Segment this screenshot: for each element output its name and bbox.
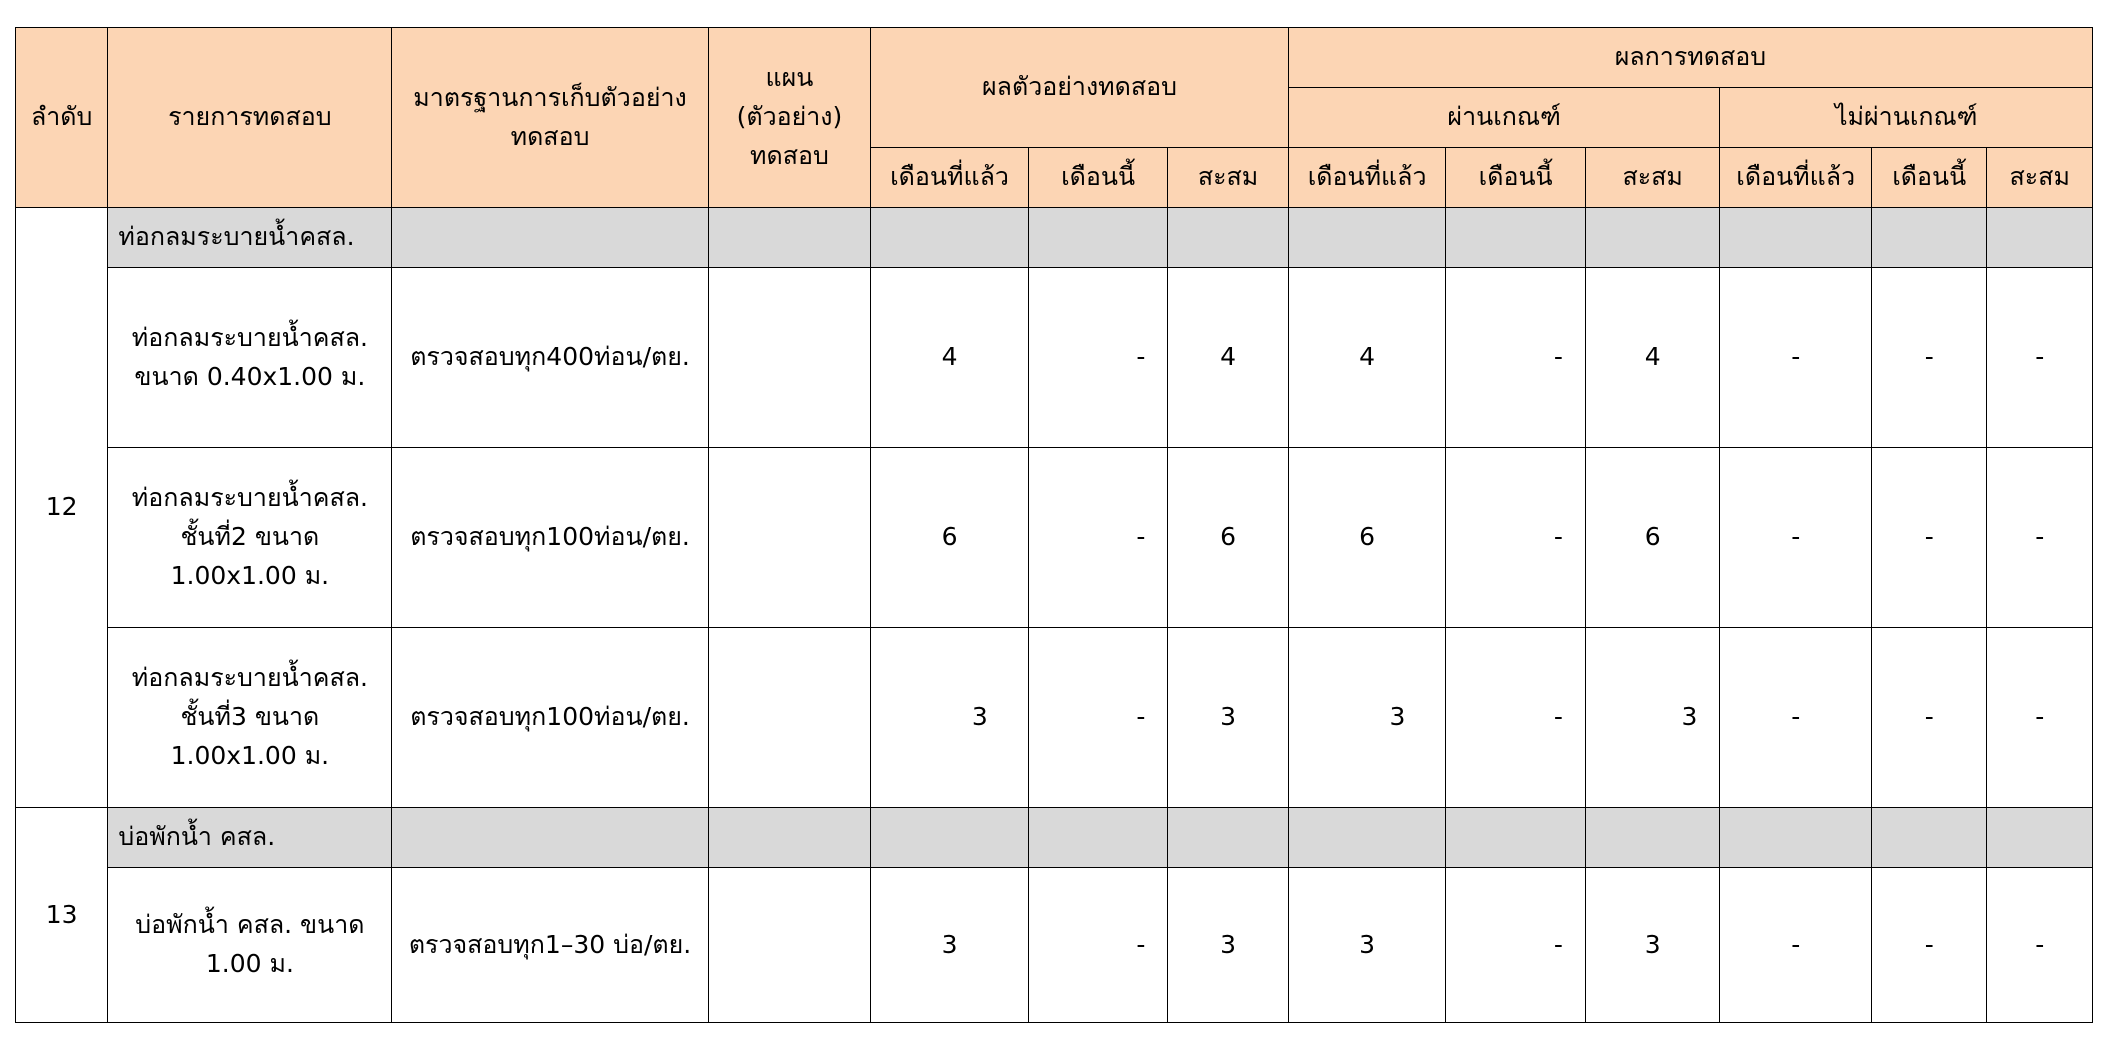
header-pass-cumulative: สะสม	[1585, 148, 1720, 208]
sample-this-month: -	[1028, 448, 1168, 628]
header-fail-this-month: เดือนนี้	[1872, 148, 1987, 208]
sample-cumulative: 3	[1168, 868, 1288, 1023]
sequence-number: 13	[16, 808, 108, 1023]
test-results-table	[15, 27, 2093, 1023]
header-sample-cumulative: สะสม	[1168, 148, 1288, 208]
sample-last-month: 4	[871, 268, 1029, 448]
header-pass-this-month: เดือนนี้	[1446, 148, 1586, 208]
header-fail: ไม่ผ่านเกณฑ์	[1720, 88, 2093, 148]
header-seq: ลำดับ	[16, 28, 108, 208]
pass-last-month: 4	[1288, 268, 1446, 448]
sample-cumulative: 3	[1168, 628, 1288, 808]
sample-last-month: 3	[871, 868, 1029, 1023]
pass-last-month: 6	[1288, 448, 1446, 628]
fail-last-month: -	[1720, 868, 1872, 1023]
header-sample-last-month: เดือนที่แล้ว	[871, 148, 1029, 208]
fail-cumulative: -	[1987, 448, 2093, 628]
pass-cumulative: 3	[1585, 868, 1720, 1023]
fail-this-month: -	[1872, 628, 1987, 808]
test-item: ท่อกลมระบายน้ำคสล. ชั้นที่2 ขนาด 1.00x1.00 ม.	[108, 448, 392, 628]
sample-this-month: -	[1028, 868, 1168, 1023]
table-header	[16, 28, 2093, 208]
test-item: ท่อกลมระบายน้ำคสล. ชั้นที่3 ขนาด 1.00x1.00 ม.	[108, 628, 392, 808]
table-row	[16, 628, 2093, 808]
category-name: บ่อพักน้ำ คสล.	[108, 808, 392, 868]
sampling-standard: ตรวจสอบทุก1–30 บ่อ/ตย.	[392, 868, 708, 1023]
pass-last-month: 3	[1288, 628, 1446, 808]
pass-cumulative: 4	[1585, 268, 1720, 448]
table-row	[16, 868, 2093, 1023]
test-item: บ่อพักน้ำ คสล. ขนาด 1.00 ม.	[108, 868, 392, 1023]
fail-cumulative: -	[1987, 268, 2093, 448]
pass-cumulative: 3	[1585, 628, 1720, 808]
pass-this-month: -	[1446, 448, 1586, 628]
test-item: ท่อกลมระบายน้ำคสล. ขนาด 0.40x1.00 ม.	[108, 268, 392, 448]
sampling-standard: ตรวจสอบทุก100ท่อน/ตย.	[392, 448, 708, 628]
header-standard: มาตรฐานการเก็บตัวอย่างทดสอบ	[392, 28, 708, 208]
sequence-number: 12	[16, 208, 108, 808]
plan-value	[708, 628, 871, 808]
pass-cumulative: 6	[1585, 448, 1720, 628]
sample-this-month: -	[1028, 268, 1168, 448]
header-pass: ผ่านเกณฑ์	[1288, 88, 1720, 148]
table-row	[16, 268, 2093, 448]
fail-last-month: -	[1720, 448, 1872, 628]
header-plan: แผน (ตัวอย่าง) ทดสอบ	[708, 28, 871, 208]
sample-this-month: -	[1028, 628, 1168, 808]
sampling-standard: ตรวจสอบทุก100ท่อน/ตย.	[392, 628, 708, 808]
sample-last-month: 6	[871, 448, 1029, 628]
fail-this-month: -	[1872, 268, 1987, 448]
plan-value	[708, 868, 871, 1023]
header-item: รายการทดสอบ	[108, 28, 392, 208]
pass-this-month: -	[1446, 268, 1586, 448]
header-fail-cumulative: สะสม	[1987, 148, 2093, 208]
header-test-results: ผลการทดสอบ	[1288, 28, 2092, 88]
plan-value	[708, 268, 871, 448]
sample-last-month: 3	[871, 628, 1029, 808]
fail-cumulative: -	[1987, 628, 2093, 808]
fail-last-month: -	[1720, 268, 1872, 448]
plan-value	[708, 448, 871, 628]
sample-cumulative: 4	[1168, 268, 1288, 448]
fail-last-month: -	[1720, 628, 1872, 808]
pass-this-month: -	[1446, 628, 1586, 808]
fail-this-month: -	[1872, 448, 1987, 628]
category-row	[16, 208, 2093, 268]
category-row	[16, 808, 2093, 868]
fail-this-month: -	[1872, 868, 1987, 1023]
category-name: ท่อกลมระบายน้ำคสล.	[108, 208, 392, 268]
header-sample-this-month: เดือนนี้	[1028, 148, 1168, 208]
sample-cumulative: 6	[1168, 448, 1288, 628]
table-row	[16, 448, 2093, 628]
fail-cumulative: -	[1987, 868, 2093, 1023]
pass-this-month: -	[1446, 868, 1586, 1023]
pass-last-month: 3	[1288, 868, 1446, 1023]
header-sample-results: ผลตัวอย่างทดสอบ	[871, 28, 1289, 148]
header-pass-last-month: เดือนที่แล้ว	[1288, 148, 1446, 208]
header-fail-last-month: เดือนที่แล้ว	[1720, 148, 1872, 208]
table-body	[16, 208, 2093, 1023]
sampling-standard: ตรวจสอบทุก400ท่อน/ตย.	[392, 268, 708, 448]
